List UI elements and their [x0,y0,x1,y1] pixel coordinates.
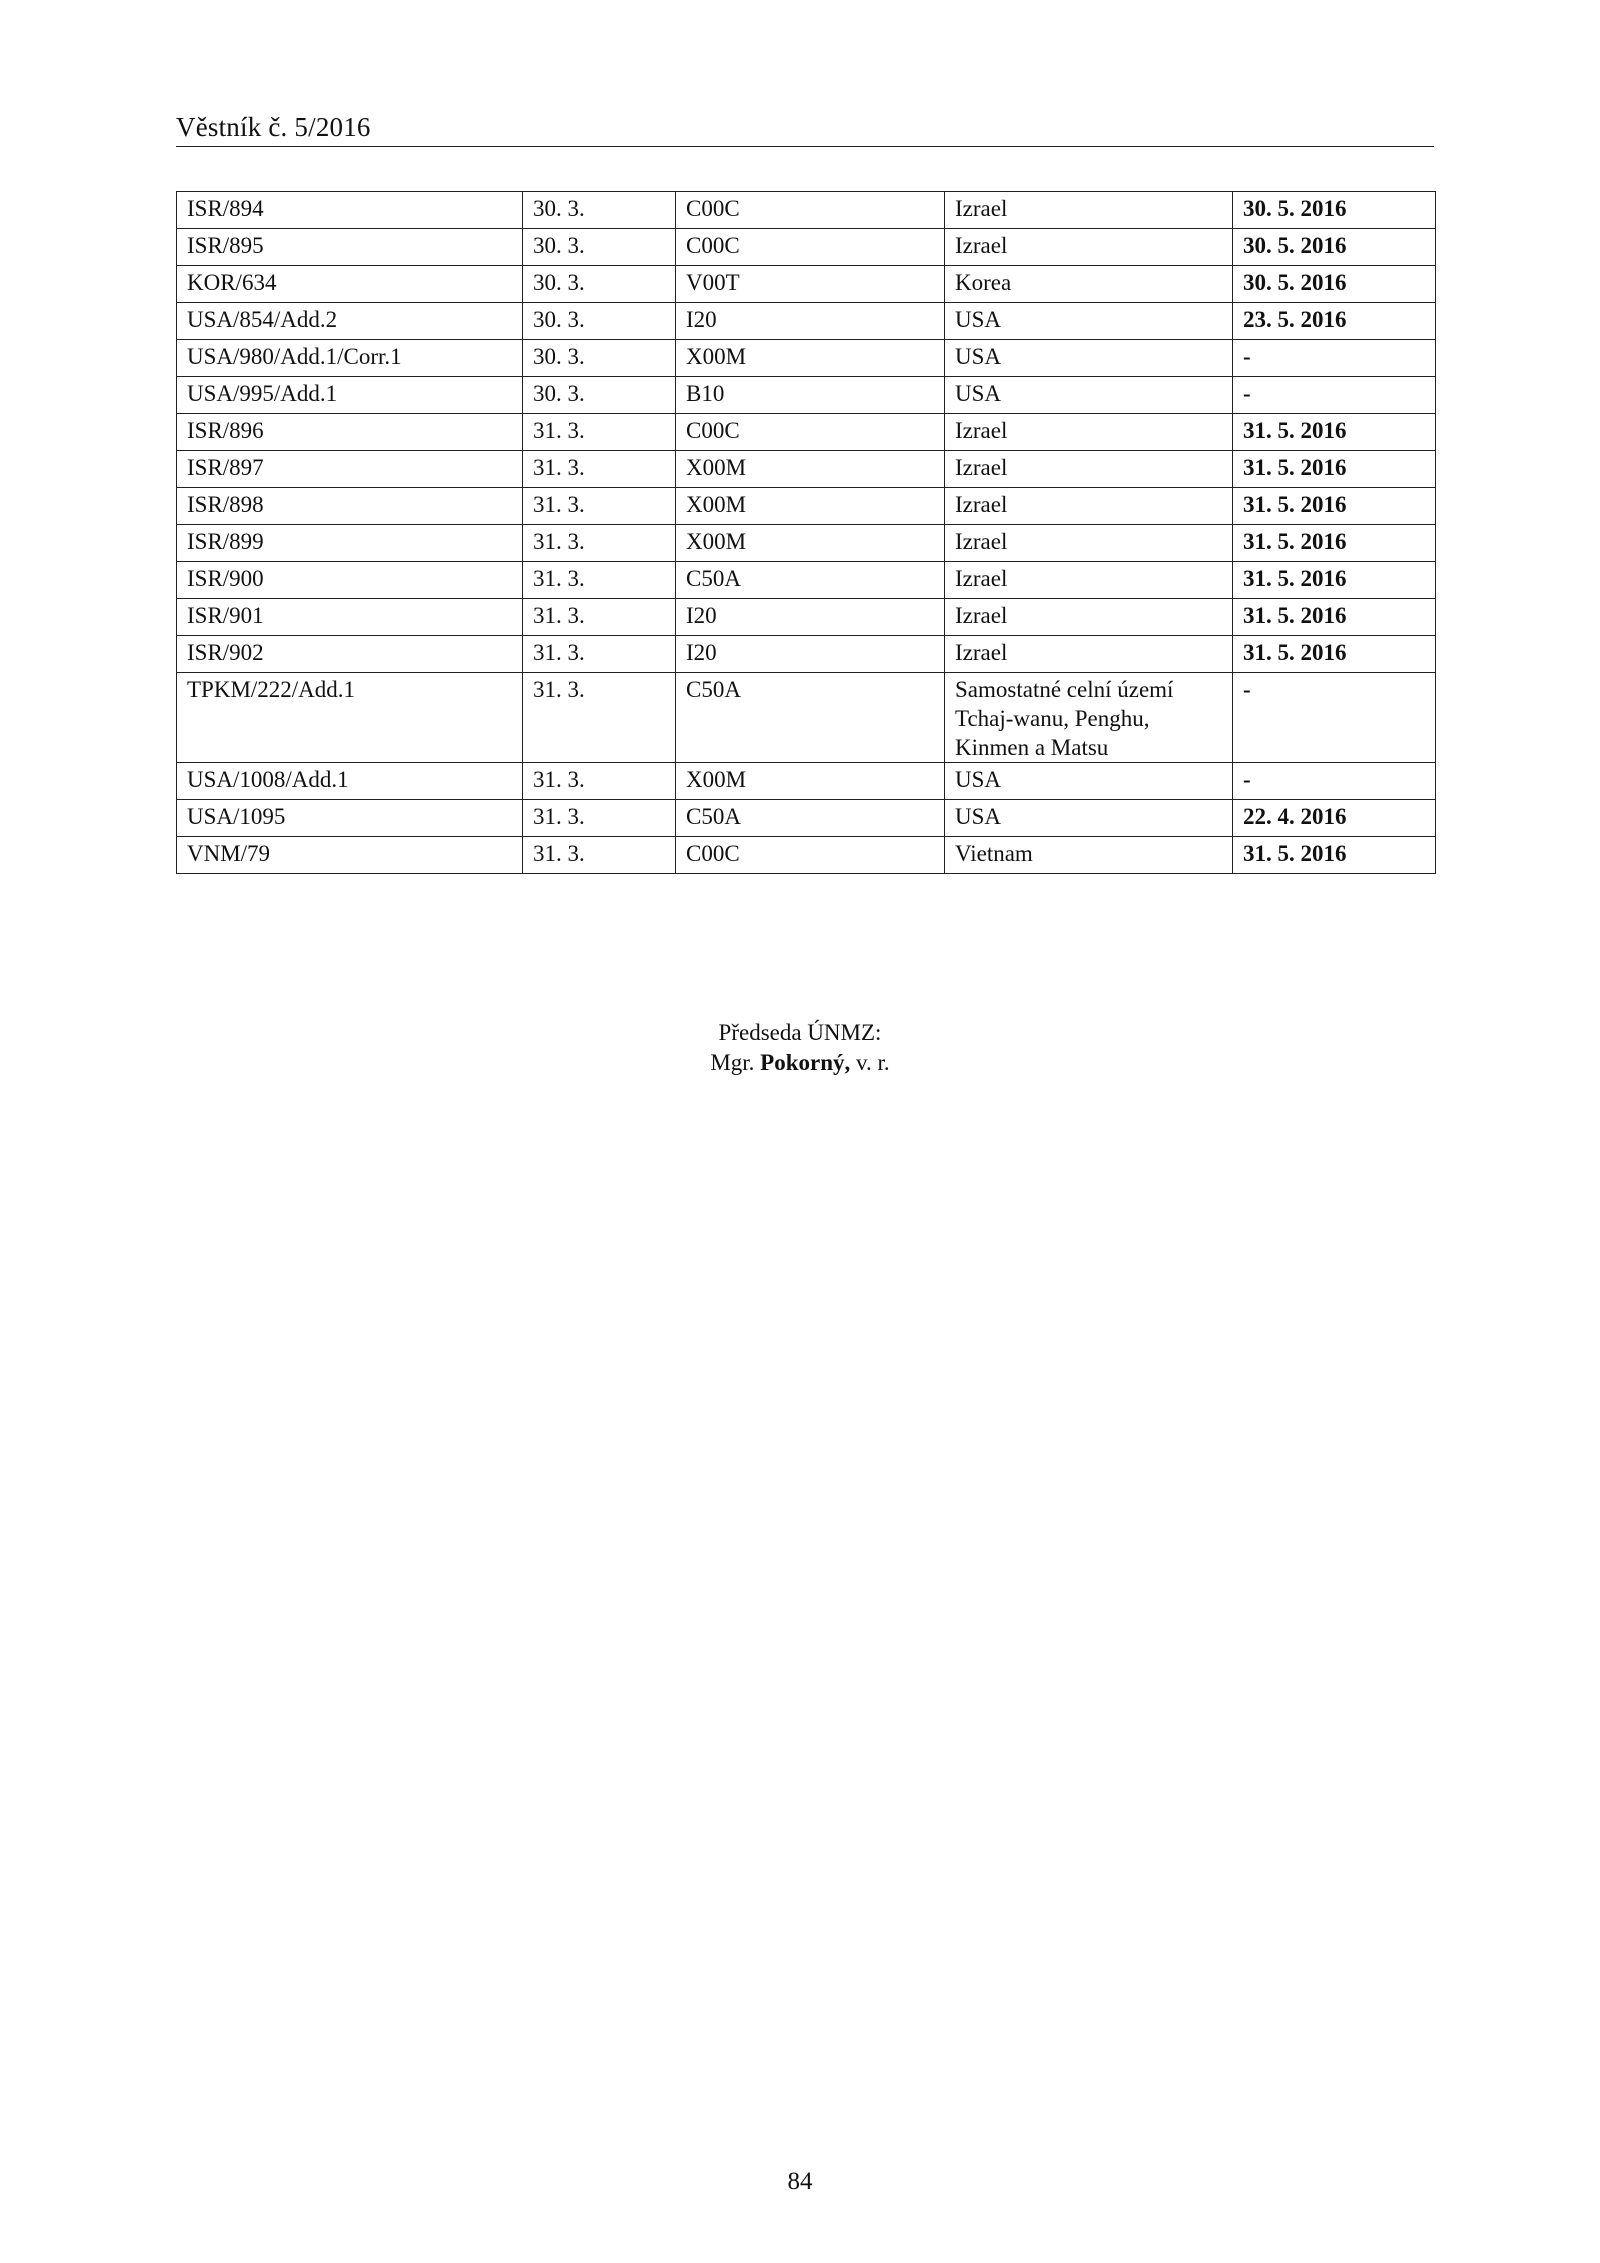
notification-code-cell: USA/1008/Add.1 [177,763,523,800]
notification-code-cell: ISR/902 [177,636,523,673]
date-cell: 31. 3. [523,525,676,562]
deadline-cell: 30. 5. 2016 [1233,192,1436,229]
table-row [177,599,1436,636]
notifications-table-body [177,192,1436,874]
deadline-cell: 31. 5. 2016 [1233,636,1436,673]
date-cell: 31. 3. [523,636,676,673]
country-cell: Izrael [945,229,1233,266]
country-cell: USA [945,303,1233,340]
ics-code-cell: C50A [676,562,945,599]
ics-code-cell: X00M [676,488,945,525]
signature-line [0,1048,1600,1078]
date-cell: 31. 3. [523,837,676,874]
table-row [177,377,1436,414]
country-cell: Izrael [945,451,1233,488]
country-cell: Izrael [945,414,1233,451]
date-cell: 31. 3. [523,414,676,451]
ics-code-cell: I20 [676,599,945,636]
date-cell: 31. 3. [523,599,676,636]
notification-code-cell: KOR/634 [177,266,523,303]
date-cell: 31. 3. [523,451,676,488]
deadline-cell: 31. 5. 2016 [1233,837,1436,874]
ics-code-cell: C00C [676,229,945,266]
ics-code-cell: X00M [676,340,945,377]
date-cell: 30. 3. [523,192,676,229]
notification-code-cell: USA/1095 [177,800,523,837]
date-cell: 30. 3. [523,229,676,266]
date-cell: 31. 3. [523,800,676,837]
ics-code-cell: C00C [676,414,945,451]
date-cell: 31. 3. [523,488,676,525]
table-row [177,414,1436,451]
table-row [177,800,1436,837]
table-row [177,763,1436,800]
signature-prefix: Mgr. [710,1050,755,1075]
table-row [177,562,1436,599]
country-cell: Korea [945,266,1233,303]
notification-code-cell: TPKM/222/Add.1 [177,673,523,763]
country-cell: Izrael [945,525,1233,562]
notification-code-cell: ISR/895 [177,229,523,266]
date-cell: 30. 3. [523,303,676,340]
ics-code-cell: C50A [676,800,945,837]
table-row [177,673,1436,763]
date-cell: 31. 3. [523,763,676,800]
deadline-cell: 31. 5. 2016 [1233,451,1436,488]
ics-code-cell: C50A [676,673,945,763]
table-row [177,451,1436,488]
page-number: 84 [787,2168,813,2195]
table-row [177,192,1436,229]
deadline-cell: - [1233,763,1436,800]
country-cell: Vietnam [945,837,1233,874]
deadline-cell: 31. 5. 2016 [1233,414,1436,451]
table-row [177,229,1436,266]
ics-code-cell: V00T [676,266,945,303]
deadline-cell: - [1233,340,1436,377]
table-row [177,636,1436,673]
ics-code-cell: I20 [676,303,945,340]
ics-code-cell: X00M [676,525,945,562]
country-cell: Izrael [945,562,1233,599]
notification-code-cell: ISR/894 [177,192,523,229]
date-cell: 30. 3. [523,340,676,377]
deadline-cell: 31. 5. 2016 [1233,599,1436,636]
table-row [177,303,1436,340]
notification-code-cell: ISR/897 [177,451,523,488]
country-cell: USA [945,800,1233,837]
deadline-cell: 31. 5. 2016 [1233,525,1436,562]
country-cell: USA [945,340,1233,377]
notification-code-cell: ISR/901 [177,599,523,636]
notifications-table [176,191,1436,874]
ics-code-cell: X00M [676,451,945,488]
ics-code-cell: C00C [676,837,945,874]
country-cell: Izrael [945,488,1233,525]
signature-suffix: v. r. [856,1050,890,1075]
deadline-cell: - [1233,377,1436,414]
signature-block [0,1018,1600,1078]
bulletin-title: Věstník č. 5/2016 [176,112,371,142]
country-cell: Izrael [945,599,1233,636]
country-cell: USA [945,377,1233,414]
deadline-cell: 31. 5. 2016 [1233,488,1436,525]
date-cell: 31. 3. [523,562,676,599]
notification-code-cell: VNM/79 [177,837,523,874]
notification-code-cell: ISR/899 [177,525,523,562]
notification-code-cell: ISR/896 [177,414,523,451]
date-cell: 31. 3. [523,673,676,763]
deadline-cell: 22. 4. 2016 [1233,800,1436,837]
country-cell: Izrael [945,636,1233,673]
date-cell: 30. 3. [523,377,676,414]
country-cell: USA [945,763,1233,800]
table-row [177,525,1436,562]
ics-code-cell: X00M [676,763,945,800]
notification-code-cell: USA/854/Add.2 [177,303,523,340]
ics-code-cell: I20 [676,636,945,673]
table-row [177,837,1436,874]
signature-role: Předseda ÚNMZ: [718,1020,882,1045]
deadline-cell: - [1233,673,1436,763]
date-cell: 30. 3. [523,266,676,303]
deadline-cell: 30. 5. 2016 [1233,229,1436,266]
country-cell: Izrael [945,192,1233,229]
country-cell: Samostatné celní území Tchaj-wanu, Penghu, Kinmen a Matsu [945,673,1233,763]
notification-code-cell: USA/980/Add.1/Corr.1 [177,340,523,377]
deadline-cell: 23. 5. 2016 [1233,303,1436,340]
table-row [177,340,1436,377]
notification-code-cell: ISR/898 [177,488,523,525]
table-row [177,488,1436,525]
notification-code-cell: ISR/900 [177,562,523,599]
page-header [176,112,1434,147]
notification-code-cell: USA/995/Add.1 [177,377,523,414]
deadline-cell: 31. 5. 2016 [1233,562,1436,599]
signature-name: Pokorný, [760,1050,851,1075]
ics-code-cell: C00C [676,192,945,229]
ics-code-cell: B10 [676,377,945,414]
table-row [177,266,1436,303]
deadline-cell: 30. 5. 2016 [1233,266,1436,303]
